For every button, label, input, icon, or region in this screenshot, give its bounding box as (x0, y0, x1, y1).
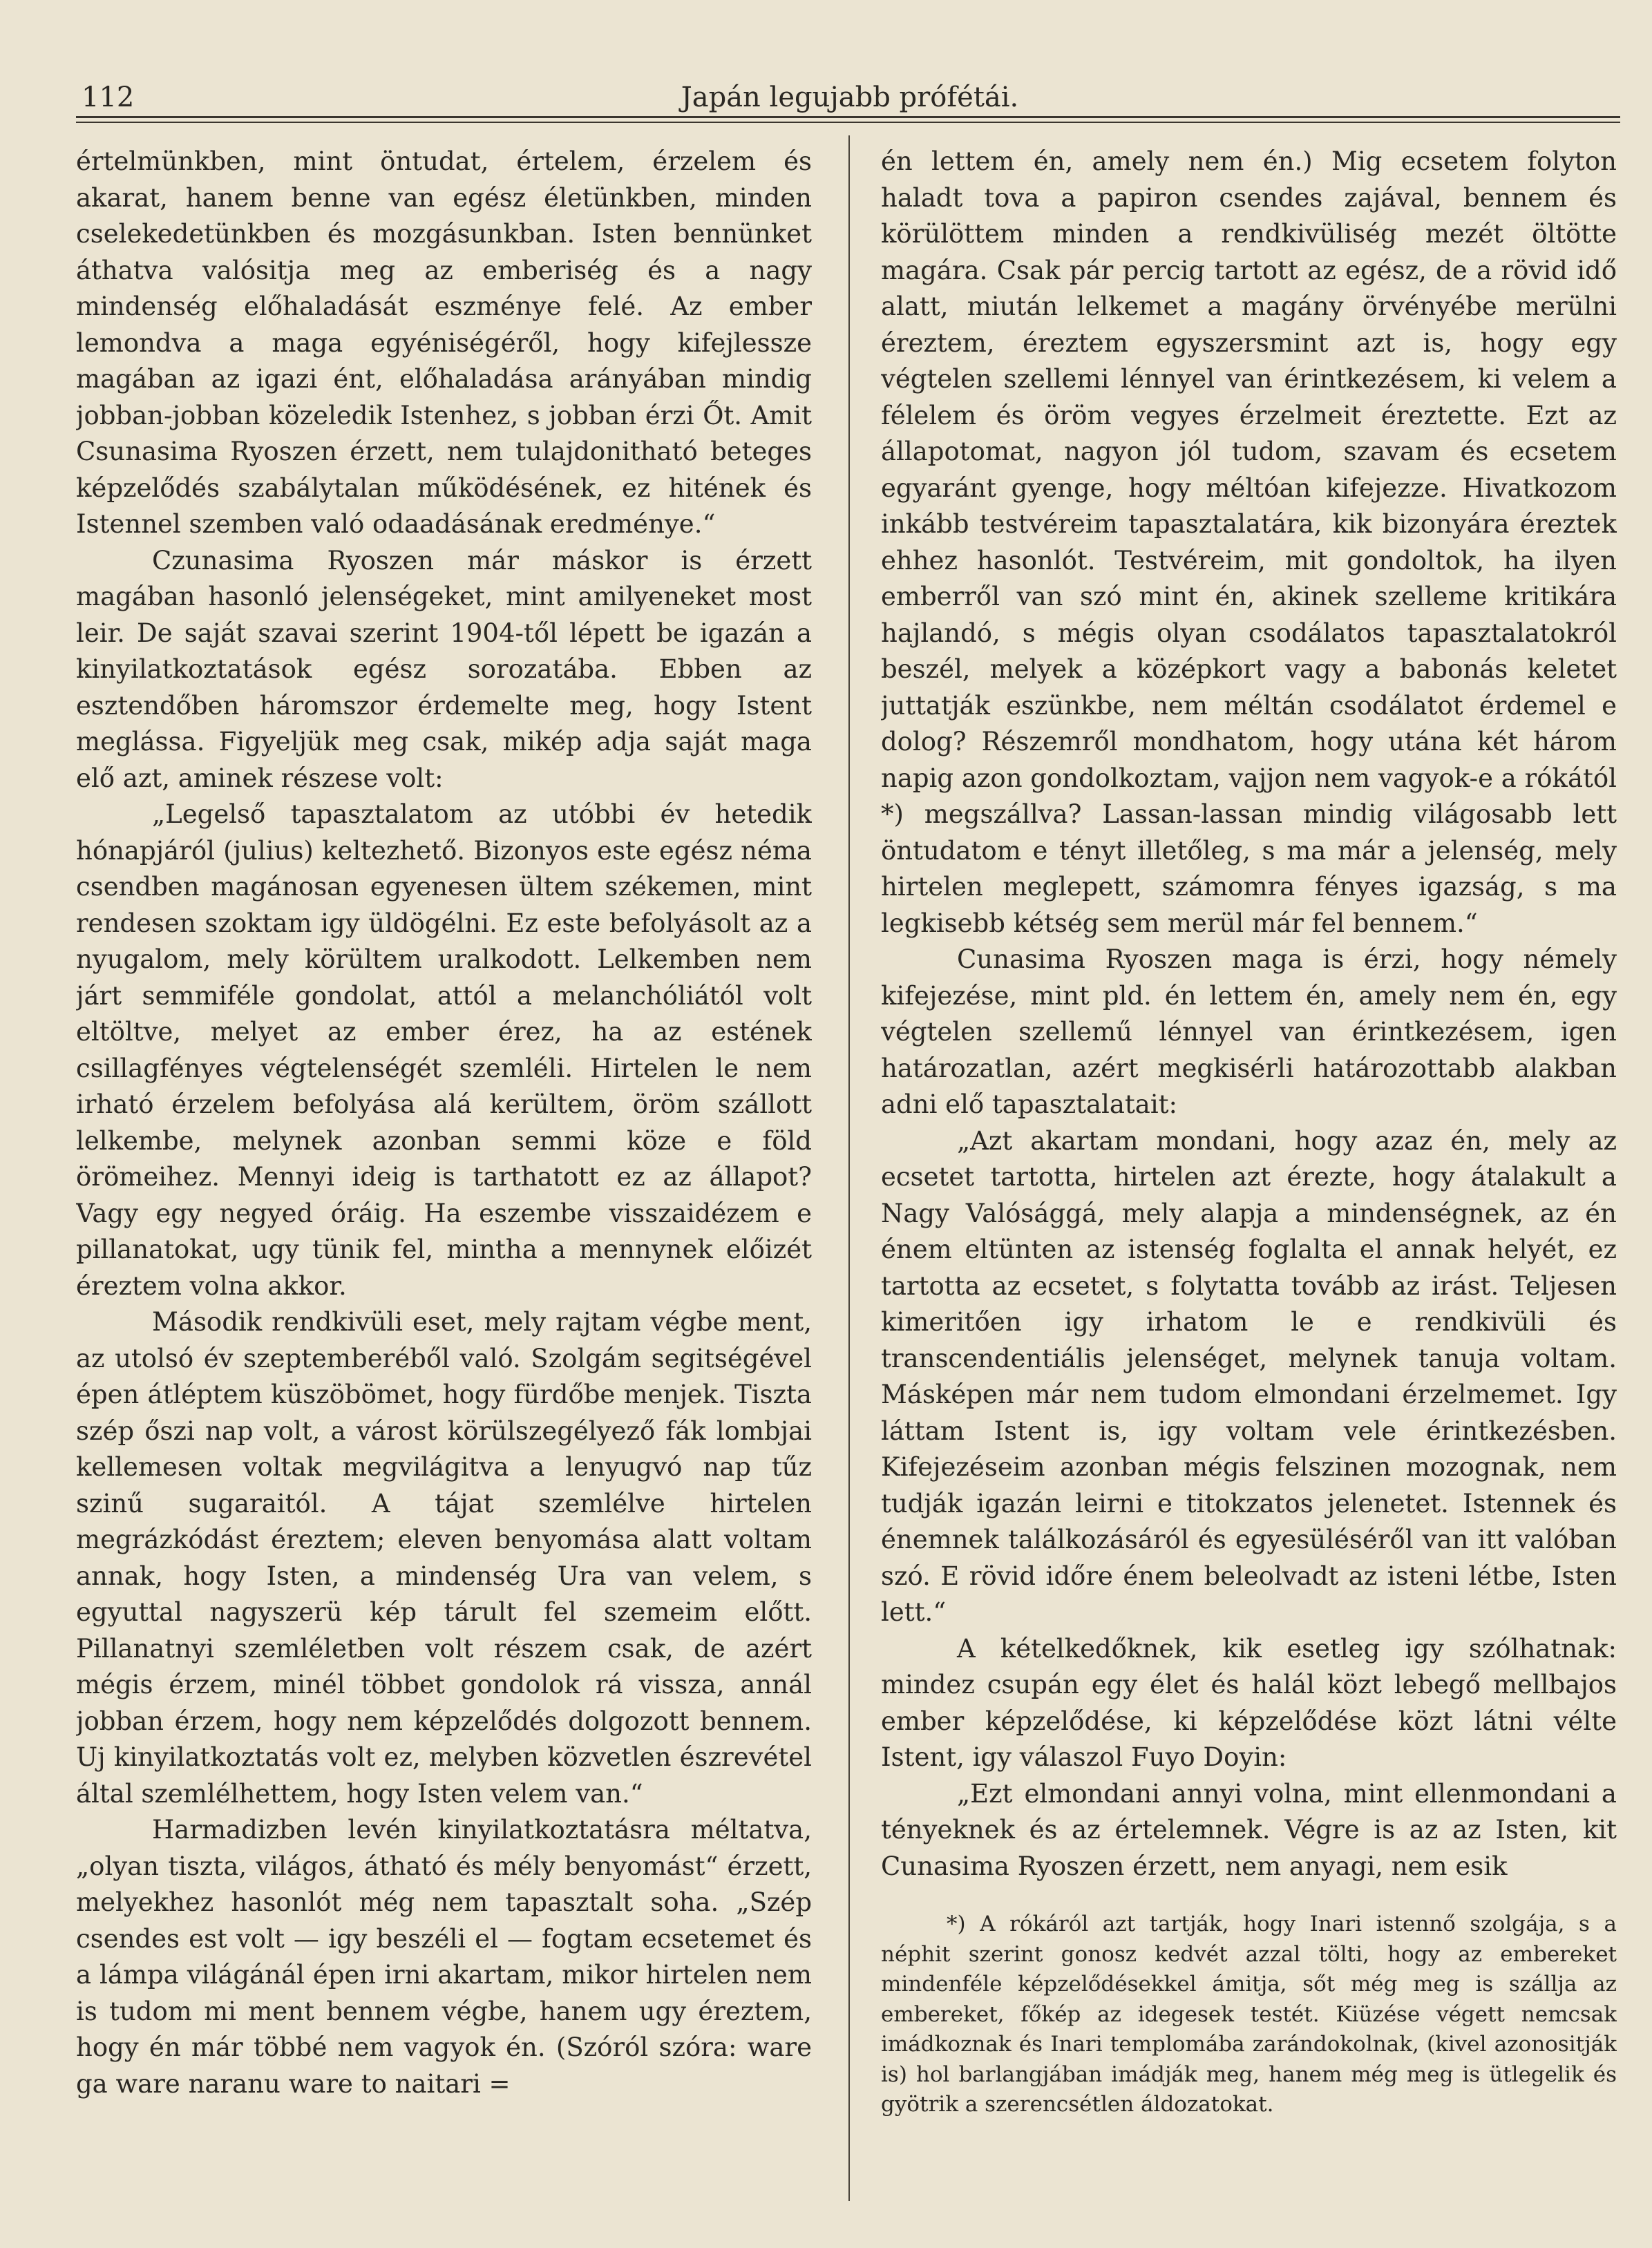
footnote-separator (881, 1885, 1617, 1894)
page-number: 112 (82, 82, 135, 113)
paragraph: értelmünkben, mint öntudat, értelem, érzelem és akarat, hanem benne van egész életünkben, minden cselekedetünkben és mozgásunkban. Isten bennünket áthatva valósitja meg az emberiség és a nagy mindenség előhaladását eszménye felé. Az ember lemondva a maga egyéniségéről, hogy kifejlessze magában az igazi ént, előhaladása arányában mindig jobban-jobban közeledik Istenhez, s jobban érzi Őt. Amit Csunasima Ryoszen érzett, nem tulajdonitható beteges képzelődés szabálytalan működésének, ez hitének és Istennel szemben való odaadásának eredménye.“ (76, 146, 812, 539)
quote-paragraph: „Legelső tapasztalatom az utóbbi év hetedik hónapjáról (julius) keltezhető. Bizonyos este egész néma csendben magánosan egyenesen ültem székemen, mint rendesen szoktam igy üldögélni. Ez este befolyásolt az a nyugalom, mely körültem uralkodott. Lelkemben nem járt semmiféle gondolat, attól a melanchóliától volt eltöltve, melyet az ember érez, ha az estének csillagfényes végtelenségét szemléli. Hirtelen le nem irható érzelem befolyása alá kerültem, öröm szállott lelkembe, melynek azonban semmi köze e föld örömeihez. Mennyi ideig is tarthatott ez az állapot? Vagy egy negyed óráig. Ha eszembe visszaidézem e pillanatokat, ugy tünik fel, mintha a mennynek előizét éreztem volna akkor. (76, 799, 812, 1301)
paragraph: Második rendkivüli eset, mely rajtam végbe ment, az utolsó év szeptemberéből való. Szolgám segitségével épen átléptem küszöbömet, hogy fürdőbe menjek. Tiszta szép őszi nap volt, a várost körülszegélyező fák lombjai kellemesen voltak megvilágitva a lenyugvó nap tűz szinű sugaraitól. A tájat szemlélve hirtelen megrázkódást éreztem; eleven benyomása alatt voltam annak, hogy Isten, a mindenség Ura van velem, s egyuttal nagyszerü kép tárult fel szemeim előtt. Pillanatnyi szemléletben volt részem csak, de azért mégis érzem, minél többet gondolok rá vissza, annál jobban érzem, hogy nem képzelődés dolgozott bennem. Uj kinyilatkoztatás volt ez, melyben közvetlen észrevétel által szemlélhettem, hogy Isten velem van.“ (76, 1307, 812, 1809)
running-head: Japán legujabb prófétái. (681, 82, 1019, 113)
paragraph: Cunasima Ryoszen maga is érzi, hogy némely kifejezése, mint pld. én lettem én, amely nem én, egy végtelen szellemű lénnyel van érintkezésem, igen határozatlan, azért megkisérli határozottabb alakban adni elő tapasztalatait: (881, 944, 1617, 1119)
right-column (881, 144, 1617, 2202)
header-rule-top (76, 116, 1620, 118)
paragraph: Harmadizben levén kinyilatkoztatásra méltatva, „olyan tiszta, világos, átható és mély benyomást“ érzett, melyekhez hasonlót még nem tapasztalt soha. „Szép csendes est volt — igy beszéli el — fogtam ecsetemet és a lámpa világánál épen irni akartam, mikor hirtelen nem is tudom mi ment bennem végbe, hanem ugy éreztem, hogy én már többé nem vagyok én. (Szóról szóra: ware ga ware naranu ware to naitari = (76, 1815, 812, 2099)
quote-paragraph: „Azt akartam mondani, hogy azaz én, mely az ecsetet tartotta, hirtelen azt érezte, hogy átalakult a Nagy Valósággá, mely alapja a mindenségnek, az én énem eltünten az istenség foglalta el annak helyét, ez tartotta az ecsetet, s folytatta tovább az irást. Teljesen kimeritően igy irhatom le e rendkivüli és transcendentiális jelenséget, melynek tanuja voltam. Másképen már nem tudom elmondani érzelmemet. Igy láttam Istent is, igy voltam vele érintkezésben. Kifejezéseim azonban mégis felszinen mozognak, nem tudják igazán leirni e titokzatos jelenetet. Istennek és énemnek találkozásáról és egyesüléséről van itt valóban szó. E rövid időre énem beleolvadt az isteni létbe, Isten lett.“ (881, 1125, 1617, 1627)
paragraph: én lettem én, amely nem én.) Mig ecsetem folyton haladt tova a papiron csendes zajával, bennem és körülöttem minden a rendkivüliség mezét öltötte magára. Csak pár percig tartott az egész, de a rövid idő alatt, miután lelkemet a magány örvényébe merülni éreztem, éreztem egyszersmint azt is, hogy egy végtelen szellemi lénnyel van érintkezésem, ki velem a félelem és öröm vegyes érzelmeit éreztette. Ezt az állapotomat, nagyon jól tudom, szavam és ecsetem egyaránt gyenge, hogy méltóan kifejezze. Hivatkozom inkább testvéreim tapasztalatára, kik bizonyára éreztek ehhez hasonlót. Testvéreim, mit gondoltok, ha ilyen emberről van szó mint én, akinek szelleme kritikára hajlandó, s mégis olyan csodálatos tapasztalatokról beszél, melyek a középkort vagy a babonás keletet juttatják eszünkbe, nem méltán csodálatot érdemel e dolog? Részemről mondhatom, hogy utána két három napig azon gondolkoztam, vajjon nem vagyok-e a rókától *) megszállva? Lassan-lassan mindig világosabb lett öntudatom e tényt illetőleg, s ma már a jelenség, mely hirtelen meglepett, számomra fényes igazság, s ma legkisebb kétség sem merül már fel bennem.“ (881, 146, 1617, 938)
column-divider (848, 135, 850, 2201)
left-column (76, 144, 812, 2202)
quote-paragraph: „Ezt elmondani annyi volna, mint ellenmondani a tényeknek és az értelemnek. Végre is az az Isten, kit Cunasima Ryoszen érzett, nem anyagi, nem esik (881, 1778, 1617, 1881)
paragraph: A kételkedőknek, kik esetleg igy szólhatnak: mindez csupán egy élet és halál közt lebegő mellbajos ember képzelődése, ki képzelődése közt látni vélte Istent, igy válaszol Fuyo Doyin: (881, 1633, 1617, 1772)
header-rule-bottom (76, 122, 1620, 123)
paragraph: Czunasima Ryoszen már máskor is érzett magában hasonló jelenségeket, mint amilyeneket most leir. De saját szavai szerint 1904-től lépett be igazán a kinyilatkoztatások egész sorozatába. Ebben az esztendőben háromszor érdemelte meg, hogy Istent meglássa. Figyeljük meg csak, mikép adja saját maga elő azt, aminek részese volt: (76, 545, 812, 793)
footnote: *) A rókáról azt tartják, hogy Inari istennő szolgája, s a néphit szerint gonosz kedvét azzal tölti, hogy az embereket mindenféle képzelődésekkel ámitja, sőt még meg is szállja az embereket, főkép az idegesek testét. Kiüzése végett nemcsak imádkoznak és Inari templomába zarándokolnak, (kivel azonositják is) hol barlangjában imádják meg, hanem még meg is ütlegelik és gyötrik a szerencsétlen áldozatokat. (881, 1912, 1617, 2117)
